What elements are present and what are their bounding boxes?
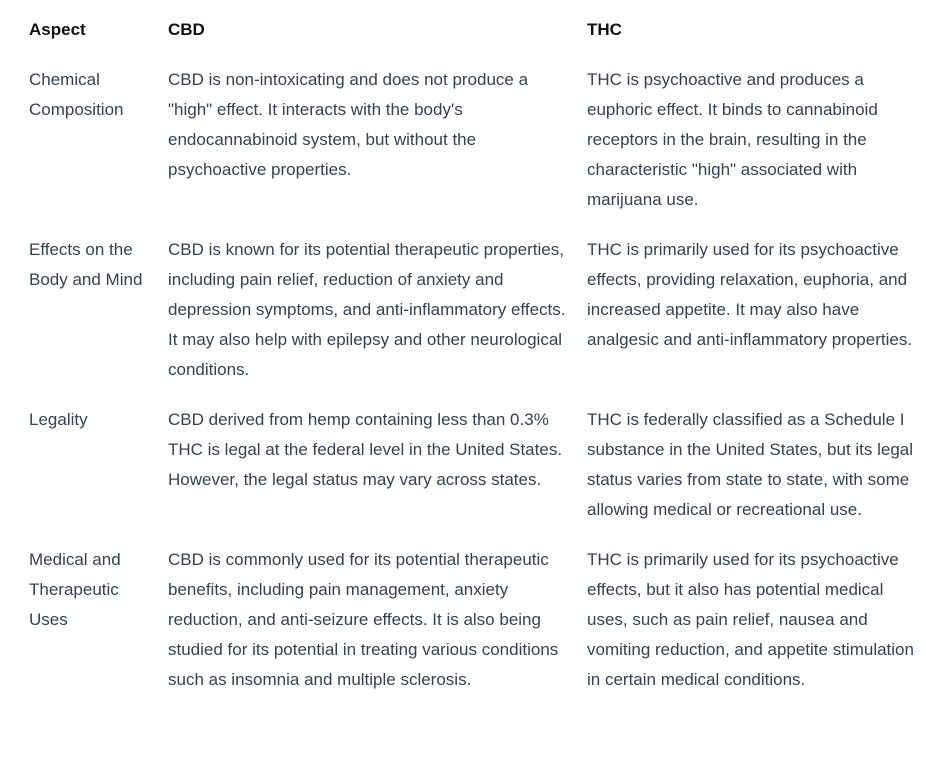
table-body	[17, 65, 915, 715]
aspect-cell: Effects on the Body and Mind	[29, 240, 143, 289]
table-row	[17, 545, 915, 715]
table-row	[17, 65, 915, 235]
table-row	[17, 235, 915, 405]
thc-cell: THC is psychoactive and produces a euphoric effect. It binds to cannabinoid receptors in the brain, resulting in the characteristic "high" associated with marijuana use.	[587, 70, 878, 209]
cbd-cell: CBD derived from hemp containing less than 0.3% THC is legal at the federal level in the United States. However, the legal status may vary across states.	[168, 410, 563, 489]
header-cbd: CBD	[168, 20, 205, 39]
cbd-cell: CBD is known for its potential therapeutic properties, including pain relief, reduction of anxiety and depression symptoms, and anti-inflammatory effects. It may also help with epilepsy and other neurological conditions.	[168, 240, 566, 379]
aspect-cell: Chemical Composition	[29, 70, 124, 119]
cbd-cell: CBD is non-intoxicating and does not produce a "high" effect. It interacts with the body's endocannabinoid system, but without the psychoactive properties.	[168, 70, 529, 179]
header-row	[17, 15, 915, 65]
aspect-cell: Medical and Therapeutic Uses	[29, 550, 121, 629]
header-thc: THC	[587, 20, 622, 39]
aspect-cell: Legality	[29, 410, 88, 429]
cbd-cell: CBD is commonly used for its potential therapeutic benefits, including pain management, anxiety reduction, and anti-seizure effects. It is also being studied for its potential in treating various conditions such as insomnia and multiple sclerosis.	[168, 550, 559, 689]
header-aspect: Aspect	[29, 20, 86, 39]
thc-cell: THC is federally classified as a Schedule I substance in the United States, but its legal status varies from state to state, with some allowing medical or recreational use.	[587, 410, 914, 519]
cbd-thc-comparison-table	[17, 15, 915, 715]
thc-cell: THC is primarily used for its psychoactive effects, but it also has potential medical uses, such as pain relief, nausea and vomiting reduction, and appetite stimulation in certain medical conditions.	[587, 550, 914, 689]
table-row	[17, 405, 915, 545]
thc-cell: THC is primarily used for its psychoactive effects, providing relaxation, euphoria, and increased appetite. It may also have analgesic and anti-inflammatory properties.	[587, 240, 913, 349]
table-header	[17, 15, 915, 65]
